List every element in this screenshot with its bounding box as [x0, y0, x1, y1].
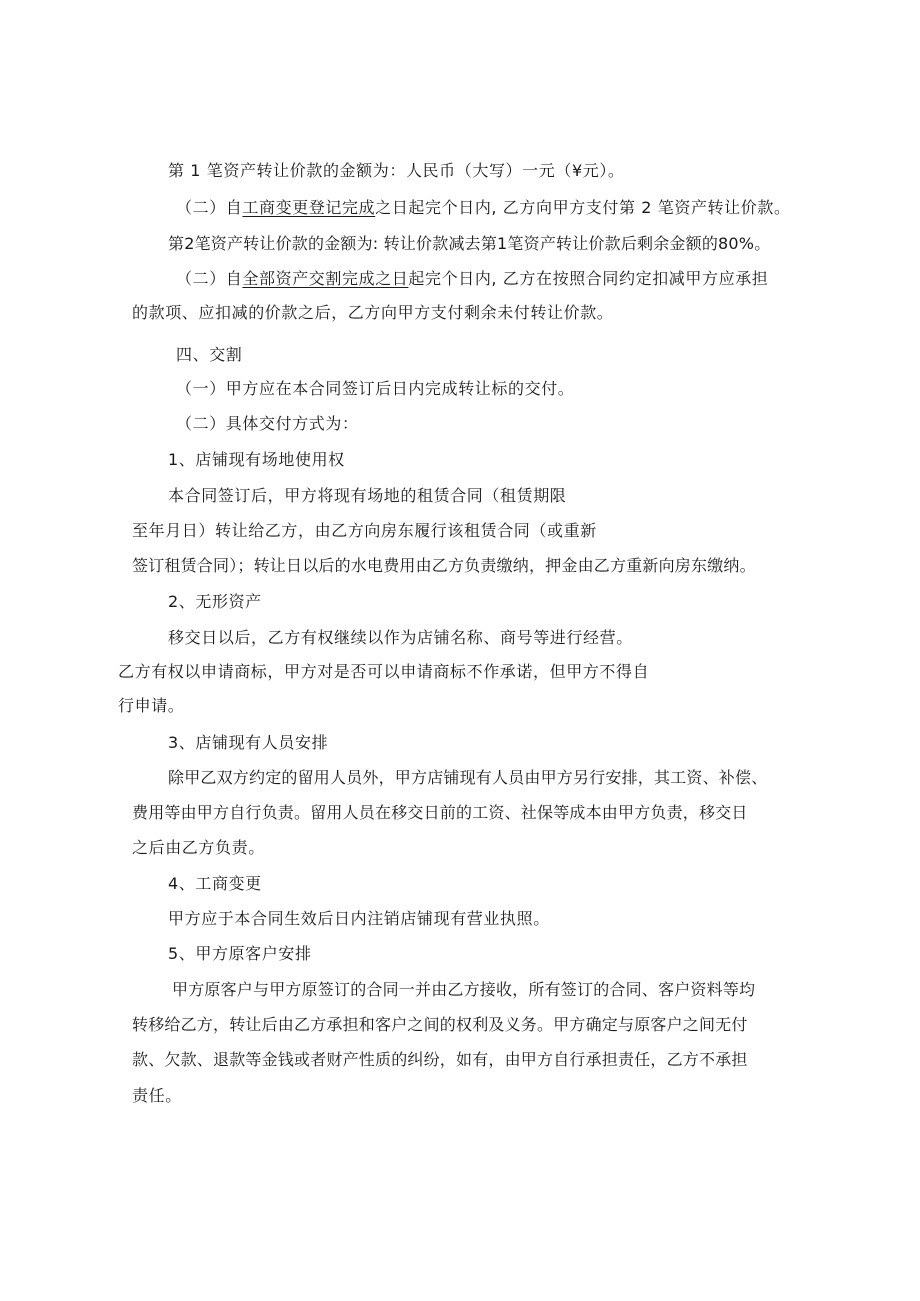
text-line: 本合同签订后，甲方将现有场地的租赁合同（租赁期限 [168, 486, 567, 505]
text-line: 费用等由甲方自行负责。留用人员在移交日前的工资、社保等成本由甲方负责，移交日 [132, 803, 748, 822]
text-span: 起完个日内, 乙方在按照合同约定扣减甲方应承担 [408, 269, 769, 288]
text-line: 乙方有权以申请商标，甲方对是否可以申请商标不作承诺，但甲方不得自 [118, 662, 650, 681]
subheading: 2、无形资产 [168, 592, 262, 611]
text-line [176, 197, 791, 219]
text-line: 除甲乙双方约定的留用人员外，甲方店铺现有人员由甲方另行安排，其工资、补偿、 [168, 768, 768, 787]
text-line: 款、欠款、退款等金钱或者财产性质的纠纷，如有，由甲方自行承担责任，乙方不承担 [132, 1050, 748, 1069]
text-line: 转移给乙方，转让后由乙方承担和客户之间的权利及义务。甲方确定与原客户之间无付 [132, 1015, 748, 1034]
text-span: （二）自 [176, 269, 243, 288]
text-line: 移交日以后，乙方有权继续以作为店铺名称、商号等进行经营。 [168, 628, 633, 647]
text-span: 之日起完个日内, 乙方向甲方支付第 2 笔资产转让价款。 [375, 198, 791, 217]
text-line: 的款项、应扣减的价款之后，乙方向甲方支付剩余未付转让价款。 [132, 303, 614, 322]
text-line: 行申请。 [118, 696, 185, 715]
text-line: 签订租赁合同）；转让日以后的水电费用由乙方负责缴纳，押金由乙方重新向房东缴纳。 [132, 556, 756, 575]
subheading: 5、甲方原客户安排 [168, 944, 312, 963]
section-heading: 四、交割 [176, 345, 243, 364]
underlined-phrase: 全部资产交割完成之日 [242, 269, 409, 288]
text-span: （二）自 [176, 198, 243, 217]
text-line: （一）甲方应在本合同签订后日内完成转让标的交付。 [176, 379, 575, 398]
text-line: 责任。 [132, 1086, 182, 1105]
text-line: 第 1 笔资产转让价款的金额为：人民币（大写）一元（¥元）。 [168, 161, 625, 180]
subheading: 3、店铺现有人员安排 [168, 733, 329, 752]
text-line: 第2笔资产转让价款的金额为: 转让价款减去第1笔资产转让价款后剩余金额的80%。 [168, 234, 771, 253]
text-line: 之后由乙方负责。 [132, 838, 265, 857]
text-line: 甲方原客户与甲方原签订的合同一并由乙方接收，所有签订的合同、客户资料等均 [172, 980, 756, 999]
text-line: 甲方应于本合同生效后日内注销店铺现有营业执照。 [168, 909, 550, 928]
subheading: 1、店铺现有场地使用权 [168, 450, 345, 469]
underlined-phrase: 工商变更登记完成 [242, 198, 376, 217]
text-line [176, 268, 768, 290]
subheading: 4、工商变更 [168, 874, 262, 893]
text-line: （二）具体交付方式为： [176, 414, 359, 433]
text-line: 至年月日）转让给乙方，由乙方向房东履行该租赁合同（或重新 [132, 521, 597, 540]
